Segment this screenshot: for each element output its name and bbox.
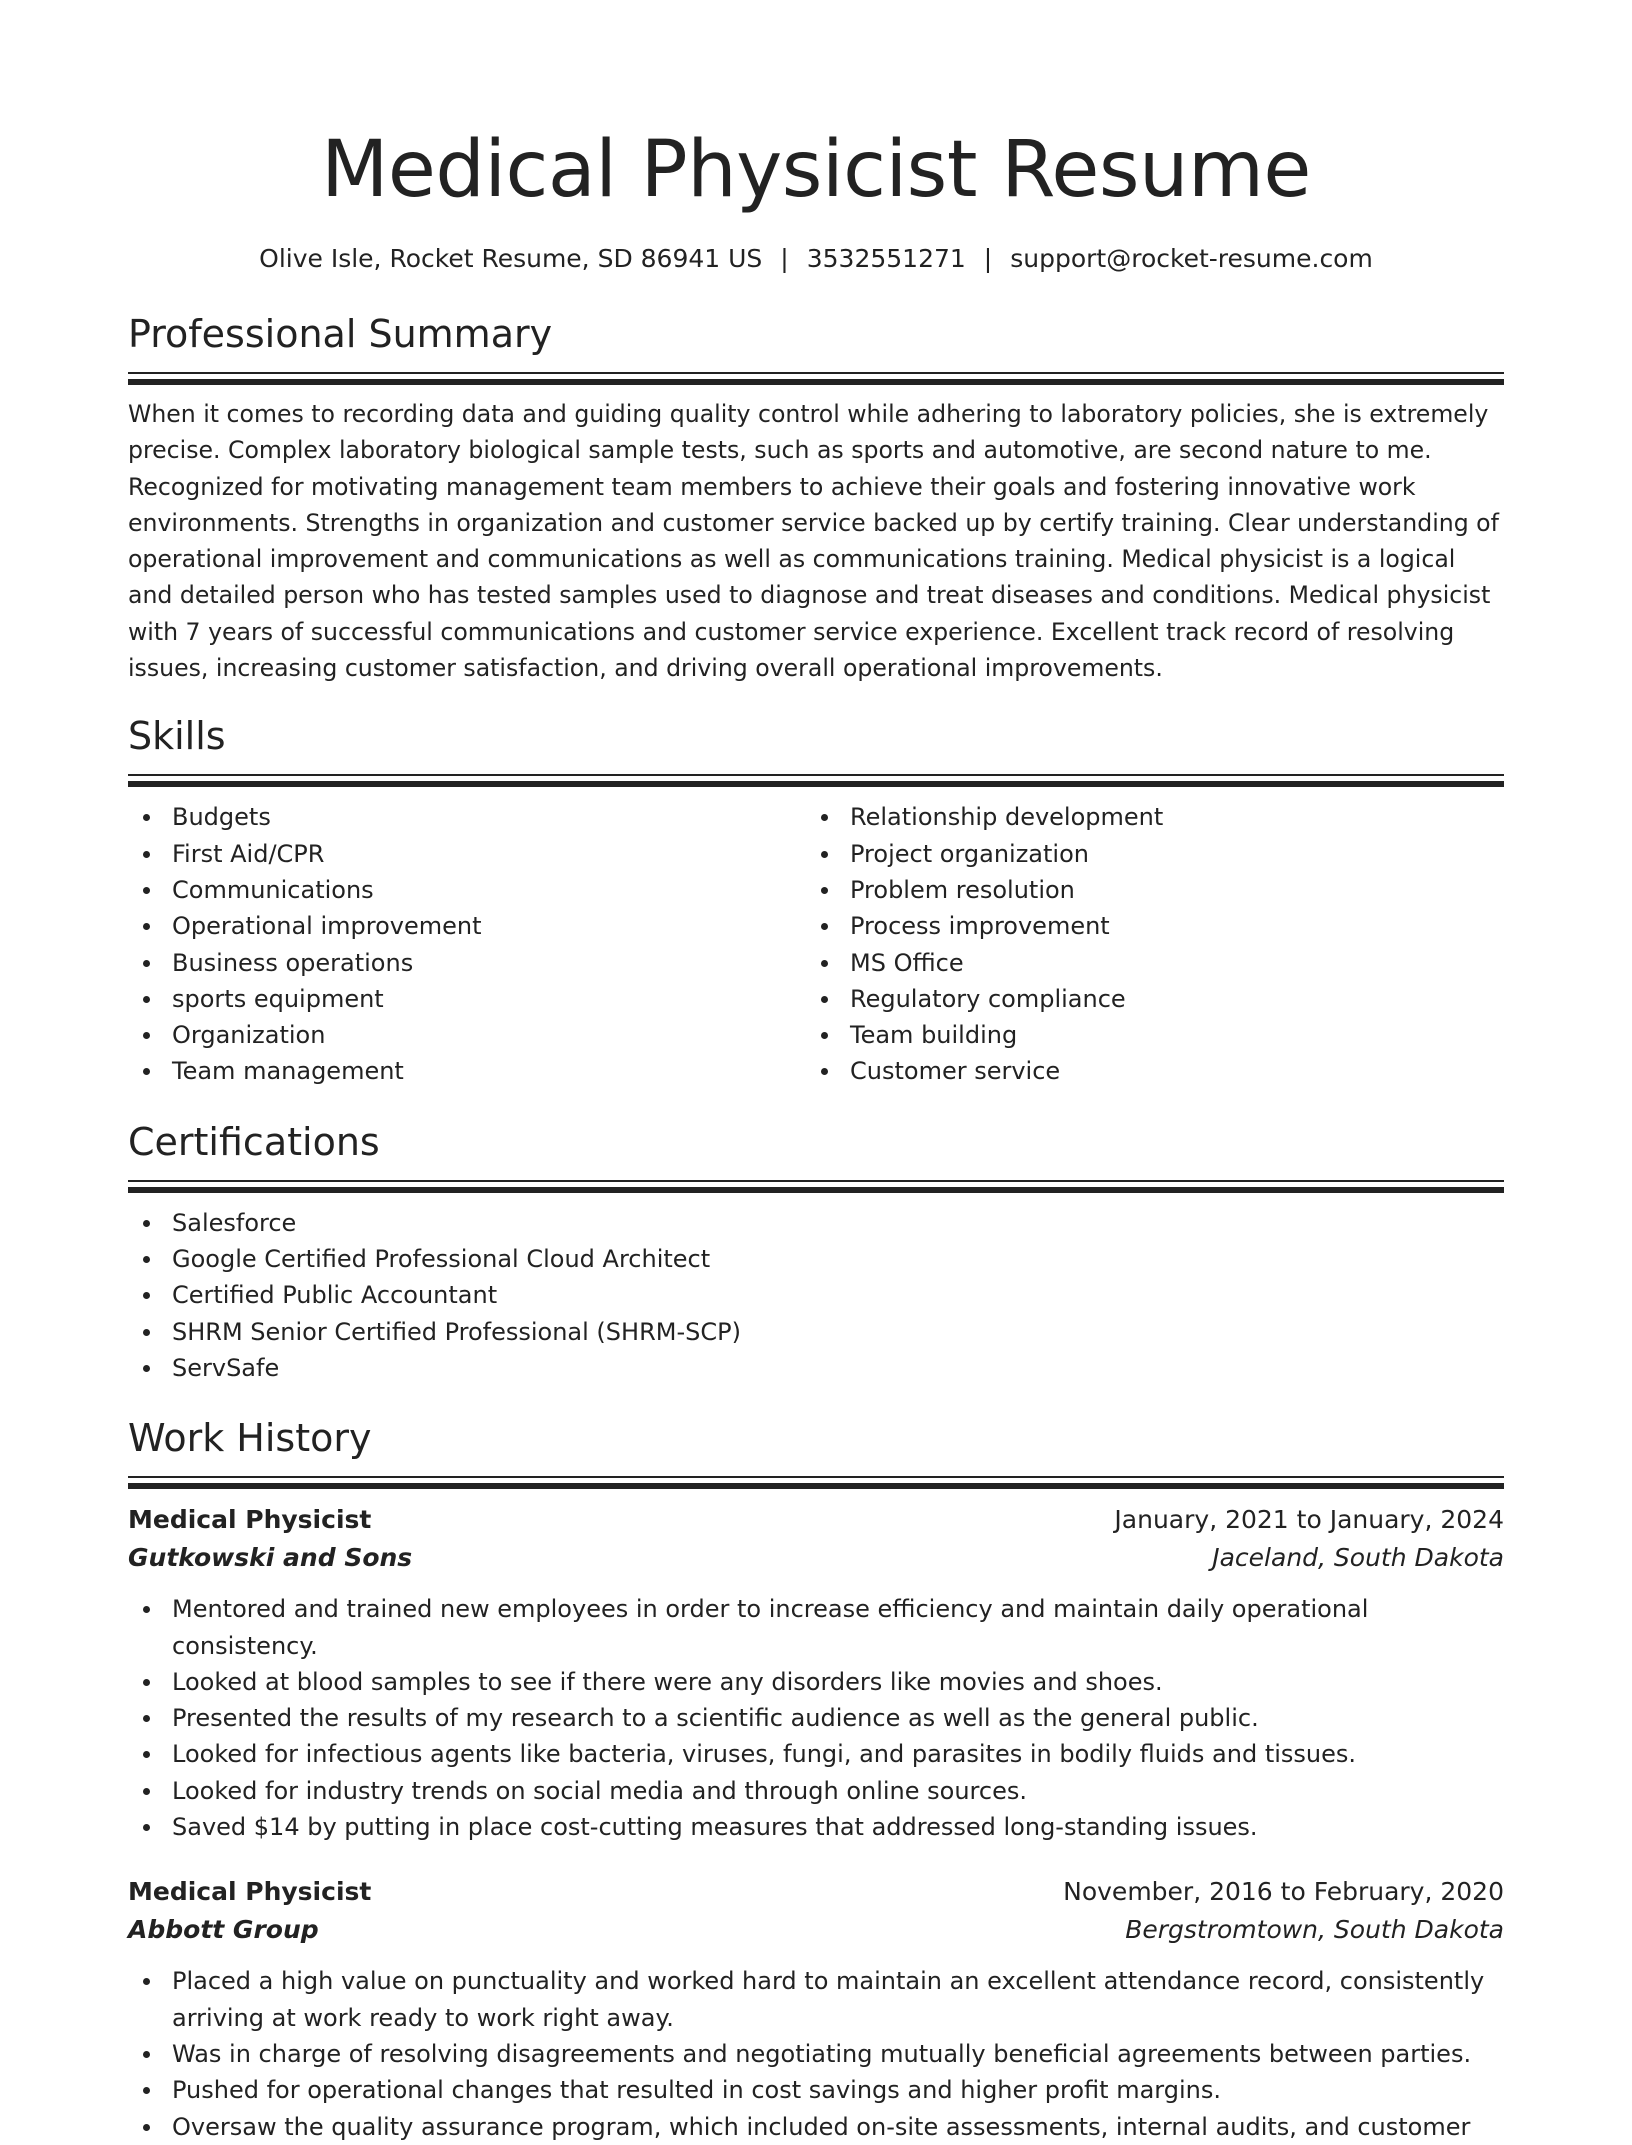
skills-section <box>128 712 1504 1089</box>
job-bullet: Looked for industry trends on social media and through online sources. <box>128 1773 1504 1809</box>
skill-item: Relationship development <box>806 799 1484 835</box>
job-bullet: Looked at blood samples to see if there were any disorders like movies and shoes. <box>128 1664 1504 1700</box>
section-divider <box>128 372 1504 383</box>
section-divider <box>128 774 1504 785</box>
job-company: Abbott Group <box>128 1915 319 1945</box>
skill-item: Communications <box>128 872 806 908</box>
skill-item: Customer service <box>806 1053 1484 1089</box>
certification-item: Google Certified Professional Cloud Architect <box>128 1241 1504 1277</box>
job-location: Jaceland, South Dakota <box>1212 1543 1504 1573</box>
skills-list-right <box>806 799 1484 1089</box>
job-subheader <box>128 1539 1504 1577</box>
contact-phone: 3532551271 <box>806 244 966 273</box>
contact-separator: | <box>983 244 993 273</box>
job-bullet: Looked for infectious agents like bacteria, viruses, fungi, and parasites in bodily fluids and tissues. <box>128 1736 1504 1772</box>
job-header <box>128 1501 1504 1539</box>
skill-item: Problem resolution <box>806 872 1484 908</box>
skill-item: Budgets <box>128 799 806 835</box>
certifications-heading: Certifications <box>128 1119 380 1164</box>
job-company: Gutkowski and Sons <box>128 1543 413 1573</box>
work-history-heading: Work History <box>128 1416 372 1461</box>
skill-item: Team management <box>128 1053 806 1089</box>
skill-item: Regulatory compliance <box>806 981 1484 1017</box>
skills-list-left <box>128 799 806 1089</box>
skill-item: Team building <box>806 1017 1484 1053</box>
skill-item: Organization <box>128 1017 806 1053</box>
skill-item: Project organization <box>806 836 1484 872</box>
skill-item: sports equipment <box>128 981 806 1017</box>
skills-heading: Skills <box>128 714 226 759</box>
contact-line <box>128 242 1504 276</box>
job-bullet: Was in charge of resolving disagreements and negotiating mutually beneficial agreements between parties. <box>128 2036 1504 2072</box>
job-bullets <box>128 1963 1504 2144</box>
job-bullet: Presented the results of my research to a scientific audience as well as the general public. <box>128 1700 1504 1736</box>
section-divider <box>128 1476 1504 1487</box>
certification-item: ServSafe <box>128 1350 1504 1386</box>
certification-item: Salesforce <box>128 1205 1504 1241</box>
skill-item: Process improvement <box>806 908 1484 944</box>
resume-page <box>128 0 1504 2145</box>
job-dates: November, 2016 to February, 2020 <box>1063 1877 1504 1907</box>
job-bullet: Placed a high value on punctuality and worked hard to maintain an excellent attendance record, consistently arriving at work ready to work right away. <box>128 1963 1504 2036</box>
job-bullet: Pushed for operational changes that resulted in cost savings and higher profit margins. <box>128 2072 1504 2108</box>
skill-item: Business operations <box>128 945 806 981</box>
job-dates: January, 2021 to January, 2024 <box>1114 1505 1504 1535</box>
summary-text: When it comes to recording data and guiding quality control while adhering to laboratory policies, she is extremely precise. Complex laboratory biological sample tests, such as sports and automotive, are second nature to me. Recognized for motivating management team members to achieve their goals and fostering innovative work environments. Strengths in organization and customer service backed up by certify training. Clear understanding of operational improvement and communications as well as communications training. Medical physicist is a logical and detailed person who has tested samples used to diagnose and treat diseases and conditions. Medical physicist with 7 years of successful communications and customer service experience. Excellent track record of resolving issues, increasing customer satisfaction, and driving overall operational improvements. <box>128 400 1499 683</box>
contact-email: support@rocket-resume.com <box>1010 244 1373 273</box>
skill-item: First Aid/CPR <box>128 836 806 872</box>
section-divider <box>128 1180 1504 1191</box>
certification-item: SHRM Senior Certified Professional (SHRM-SCP) <box>128 1314 1504 1350</box>
job-entry <box>128 1501 1504 1845</box>
skill-item: MS Office <box>806 945 1484 981</box>
job-header <box>128 1873 1504 1911</box>
summary-heading: Professional Summary <box>128 312 553 356</box>
certifications-list <box>128 1205 1504 1386</box>
work-history-section <box>128 1414 1504 2145</box>
job-title: Medical Physicist <box>128 1877 372 1907</box>
skill-item: Operational improvement <box>128 908 806 944</box>
contact-address: Olive Isle, Rocket Resume, SD 86941 US <box>259 244 763 273</box>
job-bullet: Saved $14 by putting in place cost-cutting measures that addressed long-standing issues. <box>128 1809 1504 1845</box>
summary-section <box>128 310 1504 686</box>
contact-separator: | <box>780 244 789 273</box>
certifications-section <box>128 1118 1504 1386</box>
job-bullet: Mentored and trained new employees in order to increase efficiency and maintain daily operational consistency. <box>128 1591 1504 1664</box>
job-location: Bergstromtown, South Dakota <box>1125 1915 1504 1945</box>
job-subheader <box>128 1911 1504 1949</box>
resume-title: Medical Physicist Resume <box>321 125 1311 215</box>
job-title: Medical Physicist <box>128 1505 372 1535</box>
job-bullets <box>128 1591 1504 1845</box>
job-bullet: Oversaw the quality assurance program, which included on-site assessments, internal audits, and customer <box>128 2109 1504 2145</box>
job-entry <box>128 1873 1504 2144</box>
certification-item: Certified Public Accountant <box>128 1277 1504 1313</box>
skills-columns <box>128 799 1504 1089</box>
